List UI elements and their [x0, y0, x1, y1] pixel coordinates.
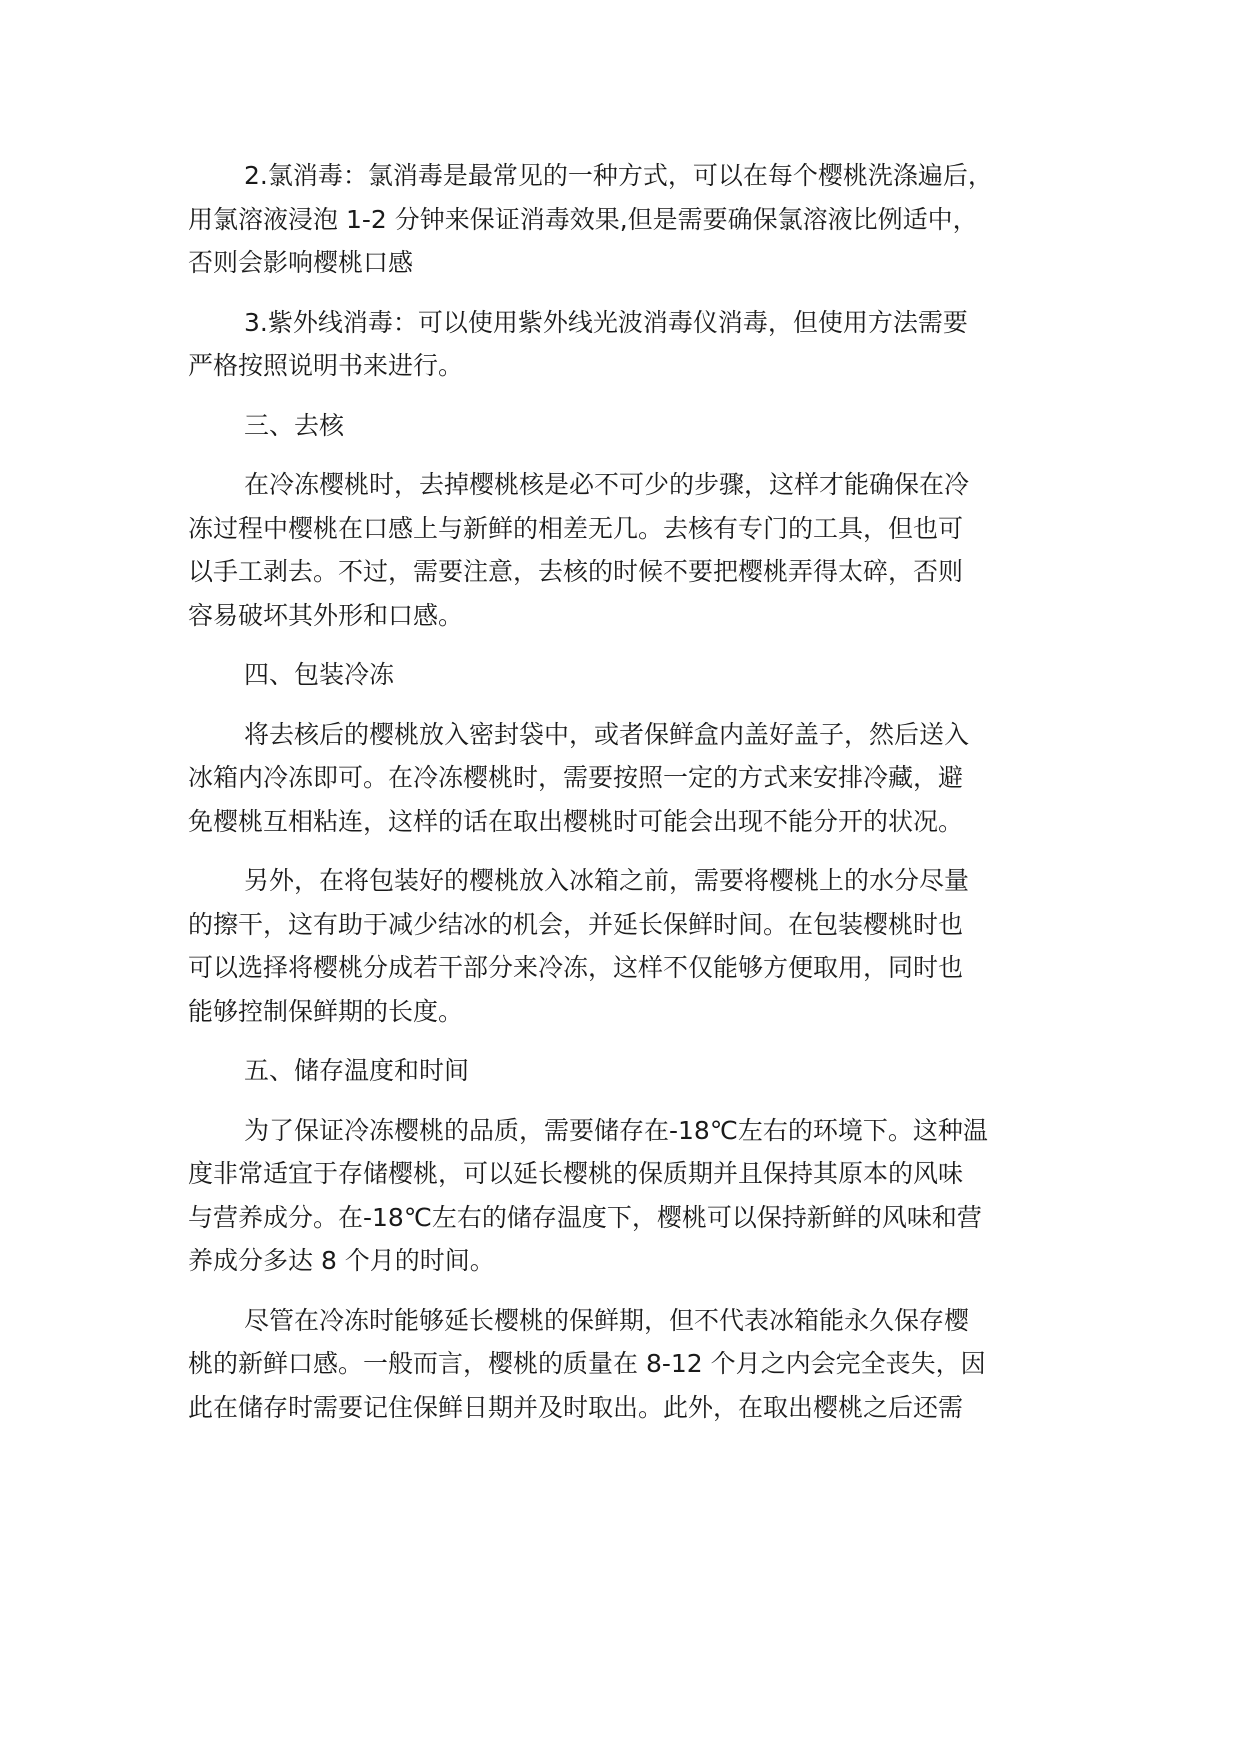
paragraph-packaging [188, 713, 1048, 844]
text-line: 免樱桃互相粘连，这样的话在取出樱桃时可能会出现不能分开的状况。 [188, 806, 964, 836]
paragraph-pitting [188, 463, 1048, 637]
heading-text: 三、去核 [244, 410, 345, 440]
text-line: 为了保证冷冻樱桃的品质，需要储存在-18℃左右的环境下。这种温 [244, 1115, 988, 1145]
text-line: 能够控制保鲜期的长度。 [188, 996, 464, 1026]
text-line: 桃的新鲜口感。一般而言，樱桃的质量在 8-12 个月之内会完全丧失，因 [188, 1349, 986, 1378]
text-line: 容易破坏其外形和口感。 [188, 600, 464, 630]
text-line: 将去核后的樱桃放入密封袋中，或者保鲜盒内盖好盖子，然后送入 [244, 719, 970, 749]
paragraph-uv-disinfection [188, 301, 1048, 388]
text-line: 此在储存时需要记住保鲜日期并及时取出。此外，在取出樱桃之后还需 [188, 1392, 964, 1422]
paragraph-drying [188, 859, 1048, 1033]
text-line: 3.紫外线消毒：可以使用紫外线光波消毒仪消毒，但使用方法需要 [244, 307, 968, 337]
text-line: 冰箱内冷冻即可。在冷冻樱桃时，需要按照一定的方式来安排冷藏，避 [188, 763, 964, 792]
text-line: 否则会影响樱桃口感 [188, 248, 414, 277]
text-line: 度非常适宜于存储樱桃，可以延长樱桃的保质期并且保持其原本的风味 [188, 1159, 964, 1188]
text-line: 严格按照说明书来进行。 [188, 351, 464, 380]
heading-text: 四、包装冷冻 [244, 660, 395, 689]
text-line: 另外，在将包装好的樱桃放入冰箱之前，需要将樱桃上的水分尽量 [244, 866, 970, 895]
text-line: 可以选择将樱桃分成若干部分来冷冻，这样不仅能够方便取用，同时也 [188, 953, 964, 982]
paragraph-storage-duration [188, 1299, 1048, 1430]
document-body [188, 154, 1048, 1445]
section-heading-storage [188, 1049, 1048, 1093]
text-line: 尽管在冷冻时能够延长樱桃的保鲜期，但不代表冰箱能永久保存樱 [244, 1305, 970, 1335]
text-line: 养成分多达 8 个月的时间。 [188, 1246, 495, 1275]
text-line: 2.氯消毒：氯消毒是最常见的一种方式，可以在每个樱桃洗涤遍后， [244, 161, 993, 190]
paragraph-chlorine-disinfection [188, 154, 1048, 285]
section-heading-packaging [188, 653, 1048, 697]
text-line: 冻过程中樱桃在口感上与新鲜的相差无几。去核有专门的工具，但也可 [188, 513, 964, 543]
text-line: 以手工剥去。不过，需要注意，去核的时候不要把樱桃弄得太碎，否则 [188, 557, 964, 586]
section-heading-pitting [188, 404, 1048, 448]
text-line: 与营养成分。在-18℃左右的储存温度下，樱桃可以保持新鲜的风味和营 [188, 1202, 982, 1232]
text-line: 在冷冻樱桃时，去掉樱桃核是必不可少的步骤，这样才能确保在冷 [244, 470, 970, 499]
text-line: 的擦干，这有助于减少结冰的机会，并延长保鲜时间。在包装樱桃时也 [188, 909, 964, 939]
heading-text: 五、储存温度和时间 [244, 1056, 470, 1085]
paragraph-storage-temperature [188, 1109, 1048, 1283]
text-line: 用氯溶液浸泡 1-2 分钟来保证消毒效果,但是需要确保氯溶液比例适中， [188, 204, 978, 234]
